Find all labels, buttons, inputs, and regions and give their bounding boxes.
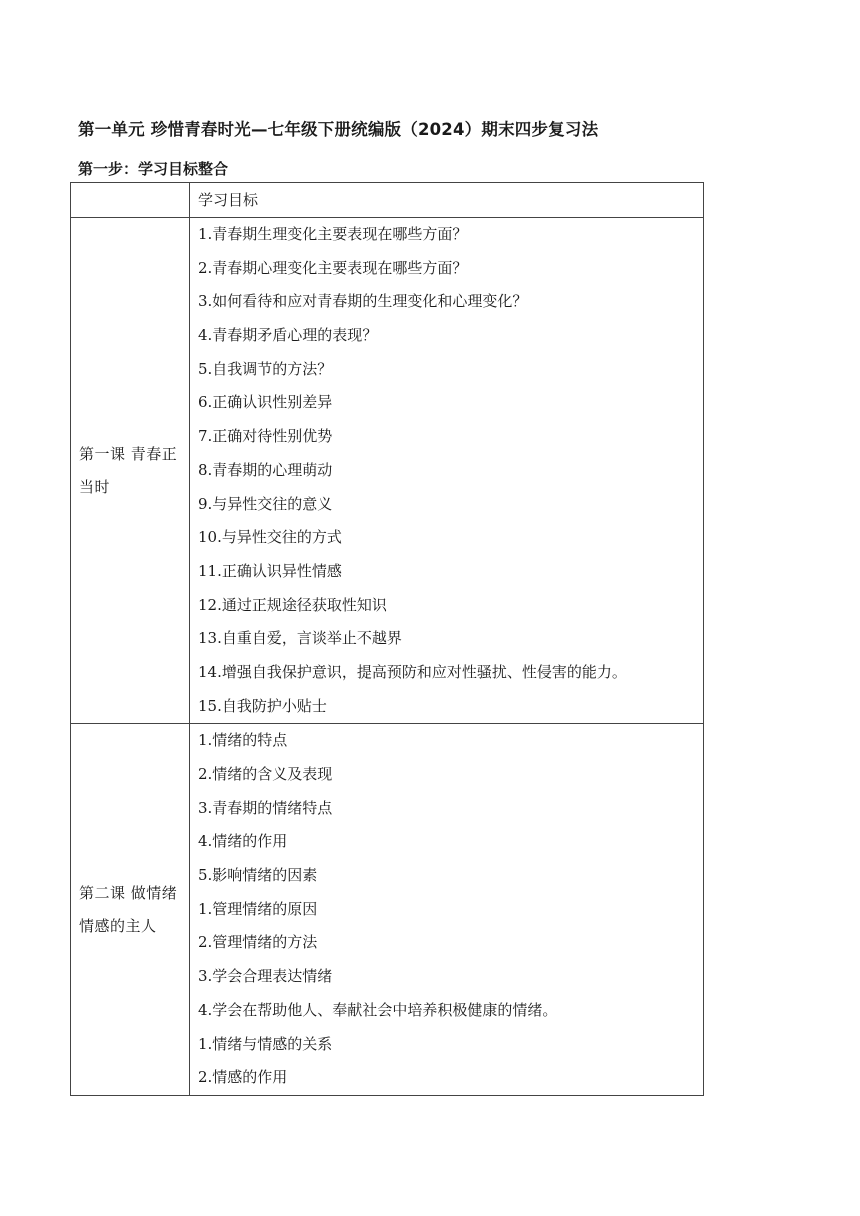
goal-item: 3.如何看待和应对青春期的生理变化和心理变化？ [198,292,528,311]
goal-item: 3.青春期的情绪特点 [198,798,333,817]
goal-item: 1.管理情绪的原因 [198,899,318,918]
goal-item: 4.学会在帮助他人、奉献社会中培养积极健康的情绪。 [198,1000,558,1019]
goal-item: 2.情感的作用 [198,1068,288,1087]
goal-item: 2.青春期心理变化主要表现在哪些方面？ [198,258,468,277]
goal-item: 2.管理情绪的方法 [198,933,318,952]
lesson-name: 第一课 青春正当时 [71,218,190,724]
lesson-row [71,724,704,1096]
goal-item: 12.通过正规途径获取性知识 [198,595,387,614]
goal-item: 1.情绪的特点 [198,731,288,750]
goal-item: 7.正确对待性别优势 [198,427,333,446]
goal-item: 3.学会合理表达情绪 [198,967,333,986]
goal-item: 5.影响情绪的因素 [198,866,318,885]
learning-goals-table [70,182,704,1096]
header-blank-cell [71,183,190,218]
goal-item: 6.正确认识性别差异 [198,393,333,412]
goal-item: 13.自重自爱，言谈举止不越界 [198,629,402,648]
lesson-goals [190,724,704,1096]
goal-item: 1.青春期生理变化主要表现在哪些方面？ [198,225,468,243]
goal-item: 5.自我调节的方法？ [198,359,333,378]
goal-item: 15.自我防护小贴士 [198,696,327,715]
table-header-row [71,183,704,218]
document-title: 第一单元 珍惜青春时光—七年级下册统编版（2024）期末四步复习法 [78,120,599,139]
goal-item: 8.青春期的心理萌动 [198,460,333,479]
goal-item: 2.情绪的含义及表现 [198,765,333,783]
lesson-goals [190,218,704,724]
goal-item: 9.与异性交往的意义 [198,494,333,513]
goal-item: 14.增强自我保护意识，提高预防和应对性骚扰、性侵害的能力。 [198,662,627,681]
goal-item: 11.正确认识异性情感 [198,561,342,580]
goal-item: 10.与异性交往的方式 [198,528,342,547]
header-goal-cell: 学习目标 [190,183,704,218]
goal-item: 1.情绪与情感的关系 [198,1034,333,1053]
goal-item: 4.情绪的作用 [198,832,288,851]
lesson-name: 第二课 做情绪情感的主人 [71,724,190,1096]
lesson-row [71,218,704,724]
step-heading: 第一步：学习目标整合 [78,160,229,178]
goal-item: 4.青春期矛盾心理的表现？ [198,326,378,345]
